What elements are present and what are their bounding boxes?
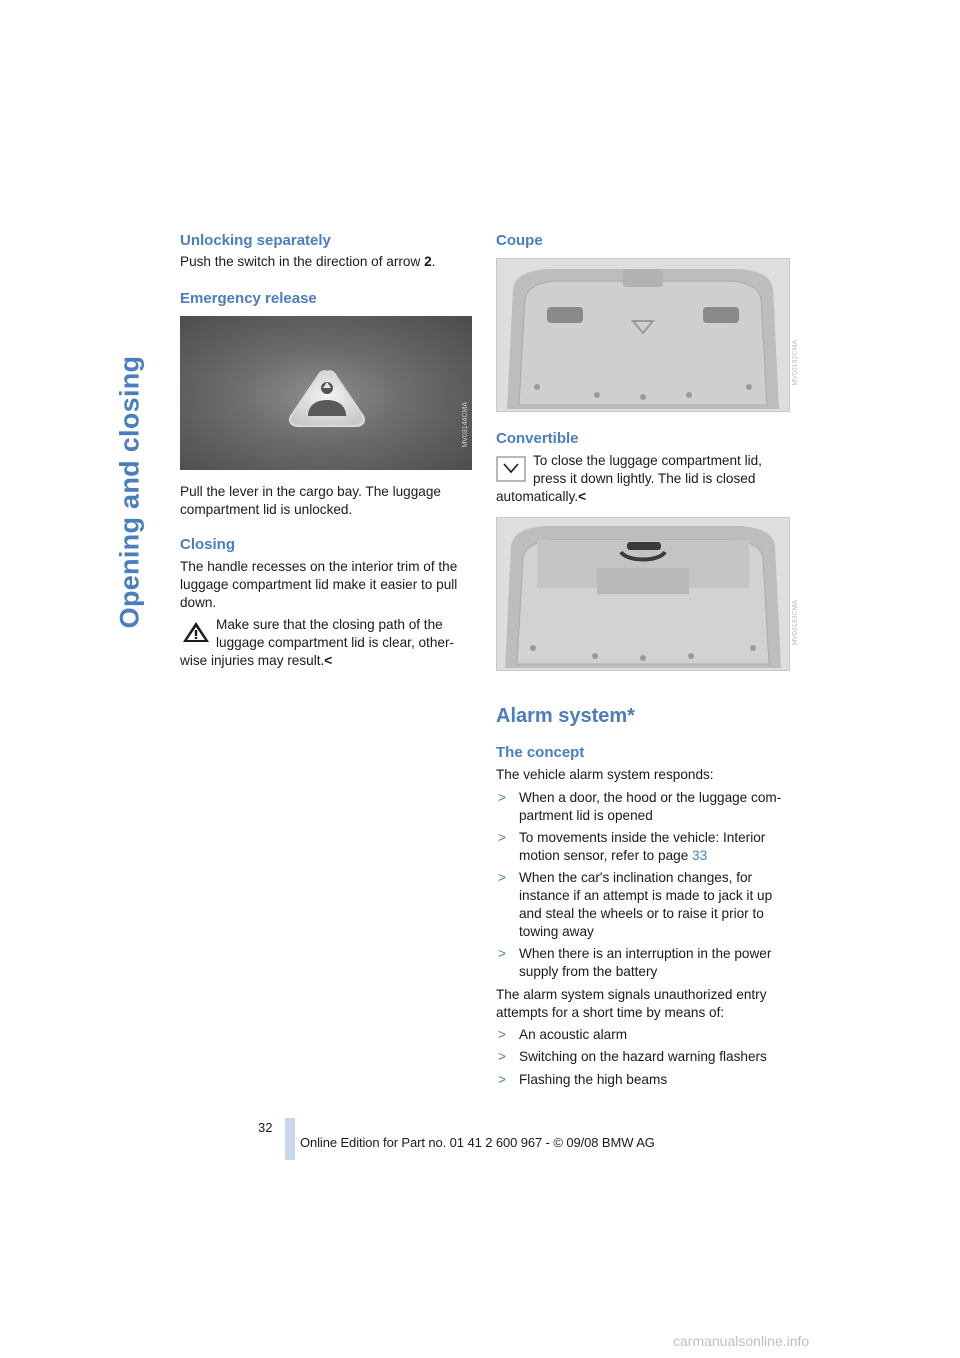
signals-intro [496, 986, 796, 1022]
unlocking-separately-heading: Unlocking separately [180, 232, 331, 249]
bullet-arrow: > [498, 1027, 506, 1042]
chapter-side-title [100, 222, 160, 762]
convertible-trunk-illustration [497, 518, 789, 670]
convertible-trunk-image [496, 517, 790, 671]
warning-line-3-text: wise injuries may result. [180, 653, 325, 668]
note-line-2: press it down lightly. The lid is closed [533, 471, 756, 486]
warning-triangle-icon [181, 620, 211, 644]
bullet-arrow: > [498, 790, 506, 805]
alarm-system-heading: Alarm system* [496, 705, 635, 727]
closing-heading: Closing [180, 536, 235, 553]
note-line-3 [496, 488, 796, 506]
list-line: partment lid is opened [519, 808, 653, 823]
emergency-text: Pull the lever in the cargo bay. The luggage compartment lid is unlocked. [180, 484, 441, 517]
list-item-text [519, 869, 797, 941]
unlocking-text [180, 253, 472, 271]
note-line-3-text: automatically. [496, 489, 579, 504]
warning-line-1: Make sure that the closing path of the [216, 617, 443, 632]
list-line: and steal the wheels or to raise it prior to [519, 906, 764, 921]
concept-heading: The concept [496, 744, 585, 761]
list-line: When a door, the hood or the luggage com- [519, 790, 782, 805]
page-33-link[interactable]: 33 [692, 848, 708, 863]
coupe-heading: Coupe [496, 232, 543, 249]
emergency-release-heading: Emergency release [180, 290, 317, 307]
emergency-image-code: MV03144CMA [462, 402, 469, 448]
page-number: 32 [258, 1120, 273, 1135]
bullet-arrow: > [498, 870, 506, 885]
footer-edition-text: Online Edition for Part no. 01 41 2 600 967 - © 09/08 BMW AG [300, 1135, 655, 1150]
list-line: To movements inside the vehicle: Interior [519, 830, 766, 845]
emergency-lever-illustration [180, 316, 472, 470]
list-line: supply from the battery [519, 964, 658, 979]
unlocking-text-pre: Push the switch in the direction of arrow [180, 254, 425, 269]
emergency-release-image [180, 316, 472, 470]
closing-text: The handle recesses on the interior trim of the luggage compartment lid make it easier to pull down. [180, 559, 458, 610]
list-line: towing away [519, 924, 594, 939]
bullet-arrow: > [498, 1072, 506, 1087]
watermark: carmanualsonline.info [673, 1333, 810, 1349]
signals-intro-line-1: The alarm system signals unauthorized entry [496, 987, 767, 1002]
coupe-image-code: MV03192CMA [792, 340, 799, 386]
coupe-trunk-illustration [497, 259, 789, 411]
note-end-mark: < [578, 489, 587, 504]
bullet-arrow: > [498, 946, 506, 961]
warning-line-2: luggage compartment lid is clear, other- [216, 635, 455, 650]
list-line: motion sensor, refer to page [519, 848, 693, 863]
signals-intro-line-2: attempts for a short time by means of: [496, 1005, 725, 1020]
list-item-text [519, 829, 797, 865]
unlocking-text-post: . [431, 254, 436, 269]
list-item-text: Flashing the high beams [519, 1072, 668, 1087]
bullet-arrow: > [498, 830, 506, 845]
end-mark: < [324, 653, 333, 668]
concept-intro: The vehicle alarm system responds: [496, 767, 714, 782]
note-icon [496, 456, 526, 482]
list-item-text: An acoustic alarm [519, 1027, 628, 1042]
chapter-title-text: Opening and closing [114, 355, 145, 629]
list-item-text [519, 789, 797, 825]
note-line-1: To close the luggage compartment lid, [533, 453, 762, 468]
bullet-arrow: > [498, 1049, 506, 1064]
list-item-text: Switching on the hazard warning flashers [519, 1049, 767, 1064]
list-line: instance if an attempt is made to jack it up [519, 888, 773, 903]
list-item-text [519, 945, 797, 981]
footer-accent-bar [285, 1118, 295, 1160]
list-line: When the car's inclination changes, for [519, 870, 753, 885]
convertible-heading: Convertible [496, 430, 579, 447]
warning-line-3 [180, 652, 472, 670]
coupe-trunk-image [496, 258, 790, 412]
arrow-number: 2 [424, 254, 432, 269]
list-line: When there is an interruption in the power [519, 946, 772, 961]
convertible-image-code: MV03193CMA [792, 600, 799, 646]
